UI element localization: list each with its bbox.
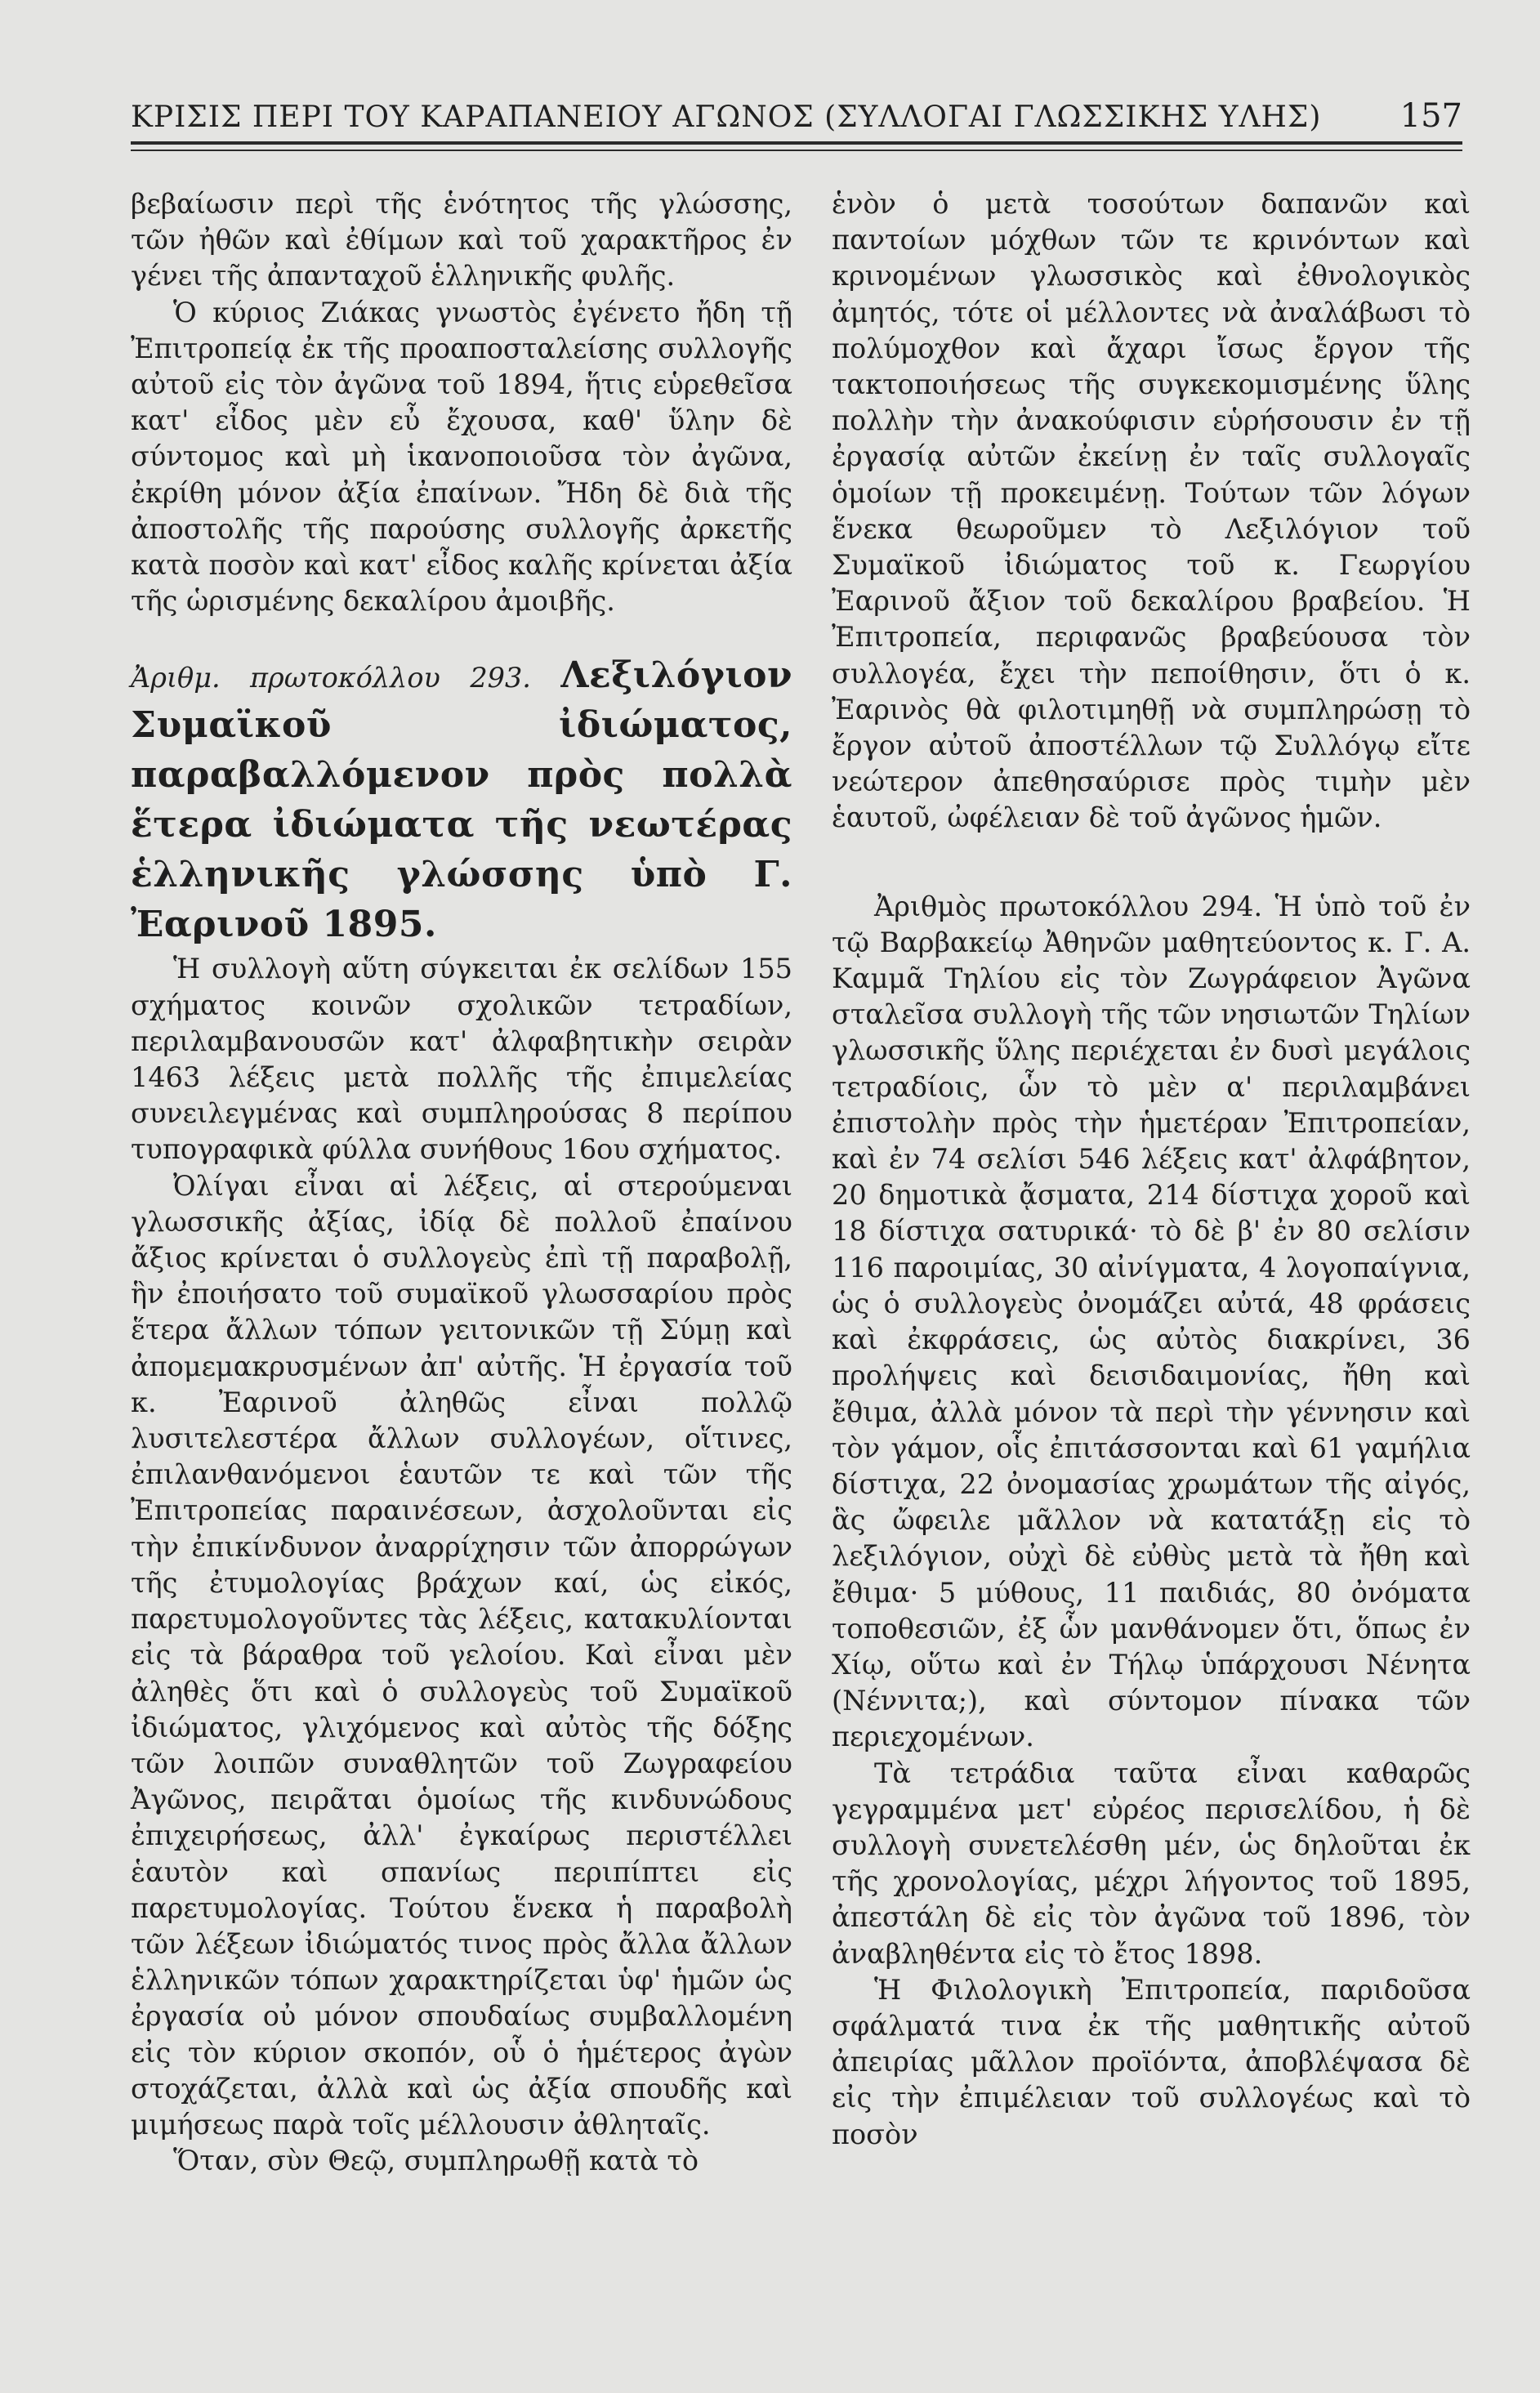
paragraph: βεβαίωσιν περὶ τῆς ἑνότητος τῆς γλώσσης, τῶν ἠθῶν καὶ ἐθίμων καὶ τοῦ χαρακτῆρος ἐν γένει τῆς ἀπανταχοῦ ἑλληνικῆς φυλῆς. [131, 188, 792, 292]
paragraph: Ὁ κύριος Ζιάκας γνωστὸς ἐγένετο ἤδη τῇ Ἐπιτροπείᾳ ἐκ τῆς προαποσταλείσης συλλογῆς αὐτοῦ εἰς τὸν ἀγῶνα τοῦ 1894, ἥτις εὑρεθεῖσα κατ' εἶδος μὲν εὖ ἔχουσα, καθ' ὕλην δὲ σύντομος καὶ μὴ ἱκανοποιοῦσα τὸν ἀγῶνα, ἐκρίθη μόνον ἀξία ἐπαίνων. Ἤδη δὲ διὰ τῆς ἀποστολῆς τῆς παρούσης συλλογῆς ἀρκετῆς κατὰ ποσὸν καὶ κατ' εἶδος καλῆς κρίνεται ἀξία τῆς ὡρισμένης δεκαλίρου ἀμοιβῆς. [131, 296, 792, 618]
right-column [832, 186, 1471, 2153]
header-rule-thin [131, 150, 1462, 151]
paragraph: Ἡ Φιλολογικὴ Ἐπιτροπεία, παριδοῦσα σφάλματά τινα ἐκ τῆς μαθητικῆς αὐτοῦ ἀπειρίας μᾶλλον προϊόντα, ἀποβλέψασα δὲ εἰς τὴν ἐπιμέλειαν τοῦ συλλογέως καὶ τὸ ποσὸν [832, 1973, 1471, 2150]
paragraph: Τὰ τετράδια ταῦτα εἶναι καθαρῶς γεγραμμένα μετ' εὐρέος περισελίδου, ἡ δὲ συλλογὴ συνετελέσθη μέν, ὡς δηλοῦται ἐκ τῆς χρονολογίας, μέχρι λήγοντος τοῦ 1895, ἀπεστάλη δὲ εἰς τὸν ἀγῶνα τοῦ 1896, τὸν ἀναβληθέντα εἰς τὸ ἔτος 1898. [832, 1757, 1471, 1970]
running-title: ΚΡΙΣΙΣ ΠΕΡΙ ΤΟΥ ΚΑΡΑΠΑΝΕΙΟΥ ΑΓΩΝΟΣ (ΣΥΛΛΟΓΑΙ ΓΛΩΣΣΙΚΗΣ ΥΛΗΣ) [131, 100, 1322, 134]
page-number: 157 [1399, 97, 1462, 135]
entry-title: Λεξιλόγιον Συμαϊκοῦ ἰδιώματος, παραβαλλόμενον πρὸς πολλὰ ἕτερα ἰδιώματα τῆς νεωτέρας ἑλληνικῆς γλώσσης ὑπὸ Γ. Ἐαρινοῦ 1895. [131, 654, 792, 946]
left-column [131, 186, 792, 2179]
paragraph: Ὀλίγαι εἶναι αἱ λέξεις, αἱ στερούμεναι γλωσσικῆς ἀξίας, ἰδίᾳ δὲ πολλοῦ ἐπαίνου ἄξιος κρίνεται ὁ συλλογεὺς ἐπὶ τῇ παραβολῇ, ἣν ἐποιήσατο τοῦ συμαϊκοῦ γλωσσαρίου πρὸς ἕτερα ἄλλων τόπων γειτονικῶν τῇ Σύμῃ καὶ ἀπομεμακρυσμένων ἀπ' αὐτῆς. Ἡ ἐργασία τοῦ κ. Ἐαρινοῦ ἀληθῶς εἶναι πολλῷ λυσιτελεστέρα ἄλλων συλλογέων, οἵτινες, ἐπιλανθανόμενοι ἑαυτῶν τε καὶ τῶν τῆς Ἐπιτροπείας παραινέσεων, ἀσχολοῦνται εἰς τὴν ἐπικίνδυνον ἀναρρίχησιν τῶν ἀπορρώγων τῆς ἐτυμολογίας βράχων καί, ὡς εἰκός, παρετυμολογοῦντες τὰς λέξεις, κατακυλίονται εἰς τὰ βάραθρα τοῦ γελοίου. Καὶ εἶναι μὲν ἀληθὲς ὅτι καὶ ὁ συλλογεὺς τοῦ Συμαϊκοῦ ἰδιώματος, γλιχόμενος καὶ αὐτὸς τῆς δόξης τῶν λοιπῶν συναθλητῶν τοῦ Ζωγραφείου Ἀγῶνος, πειρᾶται ὁμοίως τῆς κινδυνώδους ἐπιχειρήσεως, ἀλλ' ἐγκαίρως περιστέλλει ἑαυτὸν καὶ σπανίως περιπίπτει εἰς παρετυμολογίας. Τούτου ἕνεκα ἡ παραβολὴ τῶν λέξεων ἰδιώματός τινος πρὸς ἄλλα ἄλλων ἑλληνικῶν τόπων χαρακτηρίζεται ὑφ' ἡμῶν ὡς ἐργασία οὐ μόνον σπουδαίως συμβαλλομένη εἰς τὸν κύριον σκοπόν, οὗ ὁ ἡμέτερος ἀγὼν στοχάζεται, ἀλλὰ καὶ ὡς ἀξία σπουδῆς καὶ μιμήσεως παρὰ τοῖς μέλλουσιν ἀθληταῖς. [131, 1169, 792, 2141]
entry-heading-293 [131, 652, 792, 951]
page-header [131, 92, 1462, 135]
paragraph-294: Ἀριθμὸς πρωτοκόλλου 294. Ἡ ὑπὸ τοῦ ἐν τῷ Βαρβακείῳ Ἀθηνῶν μαθητεύοντος κ. Γ. Α. Καμμᾶ Τηλίου εἰς τὸν Ζωγράφειον Ἀγῶνα σταλεῖσα συλλογὴ τῆς τῶν νησιωτῶν Τηλίων γλωσσικῆς ὕλης περιέχεται ἐν δυσὶ μεγάλοις τετραδίοις, ὧν τὸ μὲν α' περιλαμβάνει ἐπιστολὴν πρὸς τὴν ἡμετέραν Ἐπιτροπείαν, καὶ ἐν 74 σελίσι 546 λέξεις κατ' ἀλφάβητον, 20 δημοτικὰ ᾄσματα, 214 δίστιχα χοροῦ καὶ 18 δίστιχα σατυρικά· τὸ δὲ β' ἐν 80 σελίσιν 116 παροιμίας, 30 αἰνίγματα, 4 λογοπαίγνια, ὡς ὁ συλλογεὺς ὀνομάζει αὐτά, 48 φράσεις καὶ ἐκφράσεις, ὡς αὐτὸς διακρίνει, 36 προλήψεις καὶ δεισιδαιμονίας, ἤθη καὶ ἔθιμα, ἀλλὰ μόνον τὰ περὶ τὴν γέννησιν καὶ τὸν γάμον, οἷς ἐπιτάσσονται καὶ 61 γαμήλια δίστιχα, 22 ὀνομασίας χρωμάτων τῆς αἰγός, ἃς ὤφειλε μᾶλλον νὰ κατατάξῃ εἰς τὸ λεξιλόγιον, οὐχὶ δὲ εὐθὺς μετὰ τὰ ἤθη καὶ ἔθιμα· 5 μύθους, 11 παιδιάς, 80 ὀνόματα τοποθεσιῶν, ἐξ ὧν μανθάνομεν ὅτι, ὅπως ἐν Χίῳ, οὕτω καὶ ἐν Τήλῳ ὑπάρχουσι Νένητα (Νέννιτα;), καὶ σύντομον πίνακα τῶν περιεχομένων. [832, 890, 1471, 1753]
paragraph: Ἡ συλλογὴ αὕτη σύγκειται ἐκ σελίδων 155 σχήματος κοινῶν σχολικῶν τετραδίων, περιλαμβανουσῶν κατ' ἀλφαβητικὴν σειρὰν 1463 λέξεις μετὰ πολλῆς τῆς ἐπιμελείας συνειλεγμένας καὶ συμπληρούσας 8 περίπου τυπογραφικὰ φύλλα συνήθους 16ου σχήματος. [131, 953, 792, 1166]
header-rule-thick [131, 141, 1462, 145]
paragraph: ἑνὸν ὁ μετὰ τοσούτων δαπανῶν καὶ παντοίων μόχθων τῶν τε κρινόντων καὶ κρινομένων γλωσσικὸς καὶ ἐθνολογικὸς ἀμητός, τότε οἱ μέλλοντες νὰ ἀναλάβωσι τὸ πολύμοχθον καὶ ἄχαρι ἴσως ἔργον τῆς τακτοποιήσεως τῆς συγκεκομισμένης ὕλης πολλὴν τὴν ἀνακούφισιν εὑρήσουσιν ἐν τῇ ἐργασίᾳ αὐτῶν ἐκείνῃ ἐν ταῖς συλλογαῖς ὁμοίων τῇ προκειμένῃ. Τούτων τῶν λόγων ἕνεκα θεωροῦμεν τὸ Λεξιλόγιον τοῦ Συμαϊκοῦ ἰδιώματος τοῦ κ. Γεωργίου Ἐαρινοῦ ἄξιον τοῦ δεκαλίρου βραβείου. Ἡ Ἐπιτροπεία, περιφανῶς βραβεύουσα τὸν συλλογέα, ἔχει τὴν πεποίθησιν, ὅτι ὁ κ. Ἐαρινὸς θὰ φιλοτιμηθῇ νὰ συμπληρώσῃ τὸ ἔργον αὐτοῦ ἀποστέλλων τῷ Συλλόγῳ εἴτε νεώτερον ἀπεθησαύρισε πρὸς τιμὴν μὲν ἑαυτοῦ, ὠφέλειαν δὲ τοῦ ἀγῶνος ἡμῶν. [832, 188, 1471, 834]
paragraph: Ὅταν, σὺν Θεῷ, συμπληρωθῇ κατὰ τὸ [173, 2145, 699, 2177]
protocol-number: Ἀριθμ. πρωτοκόλλου 293. [131, 662, 531, 694]
